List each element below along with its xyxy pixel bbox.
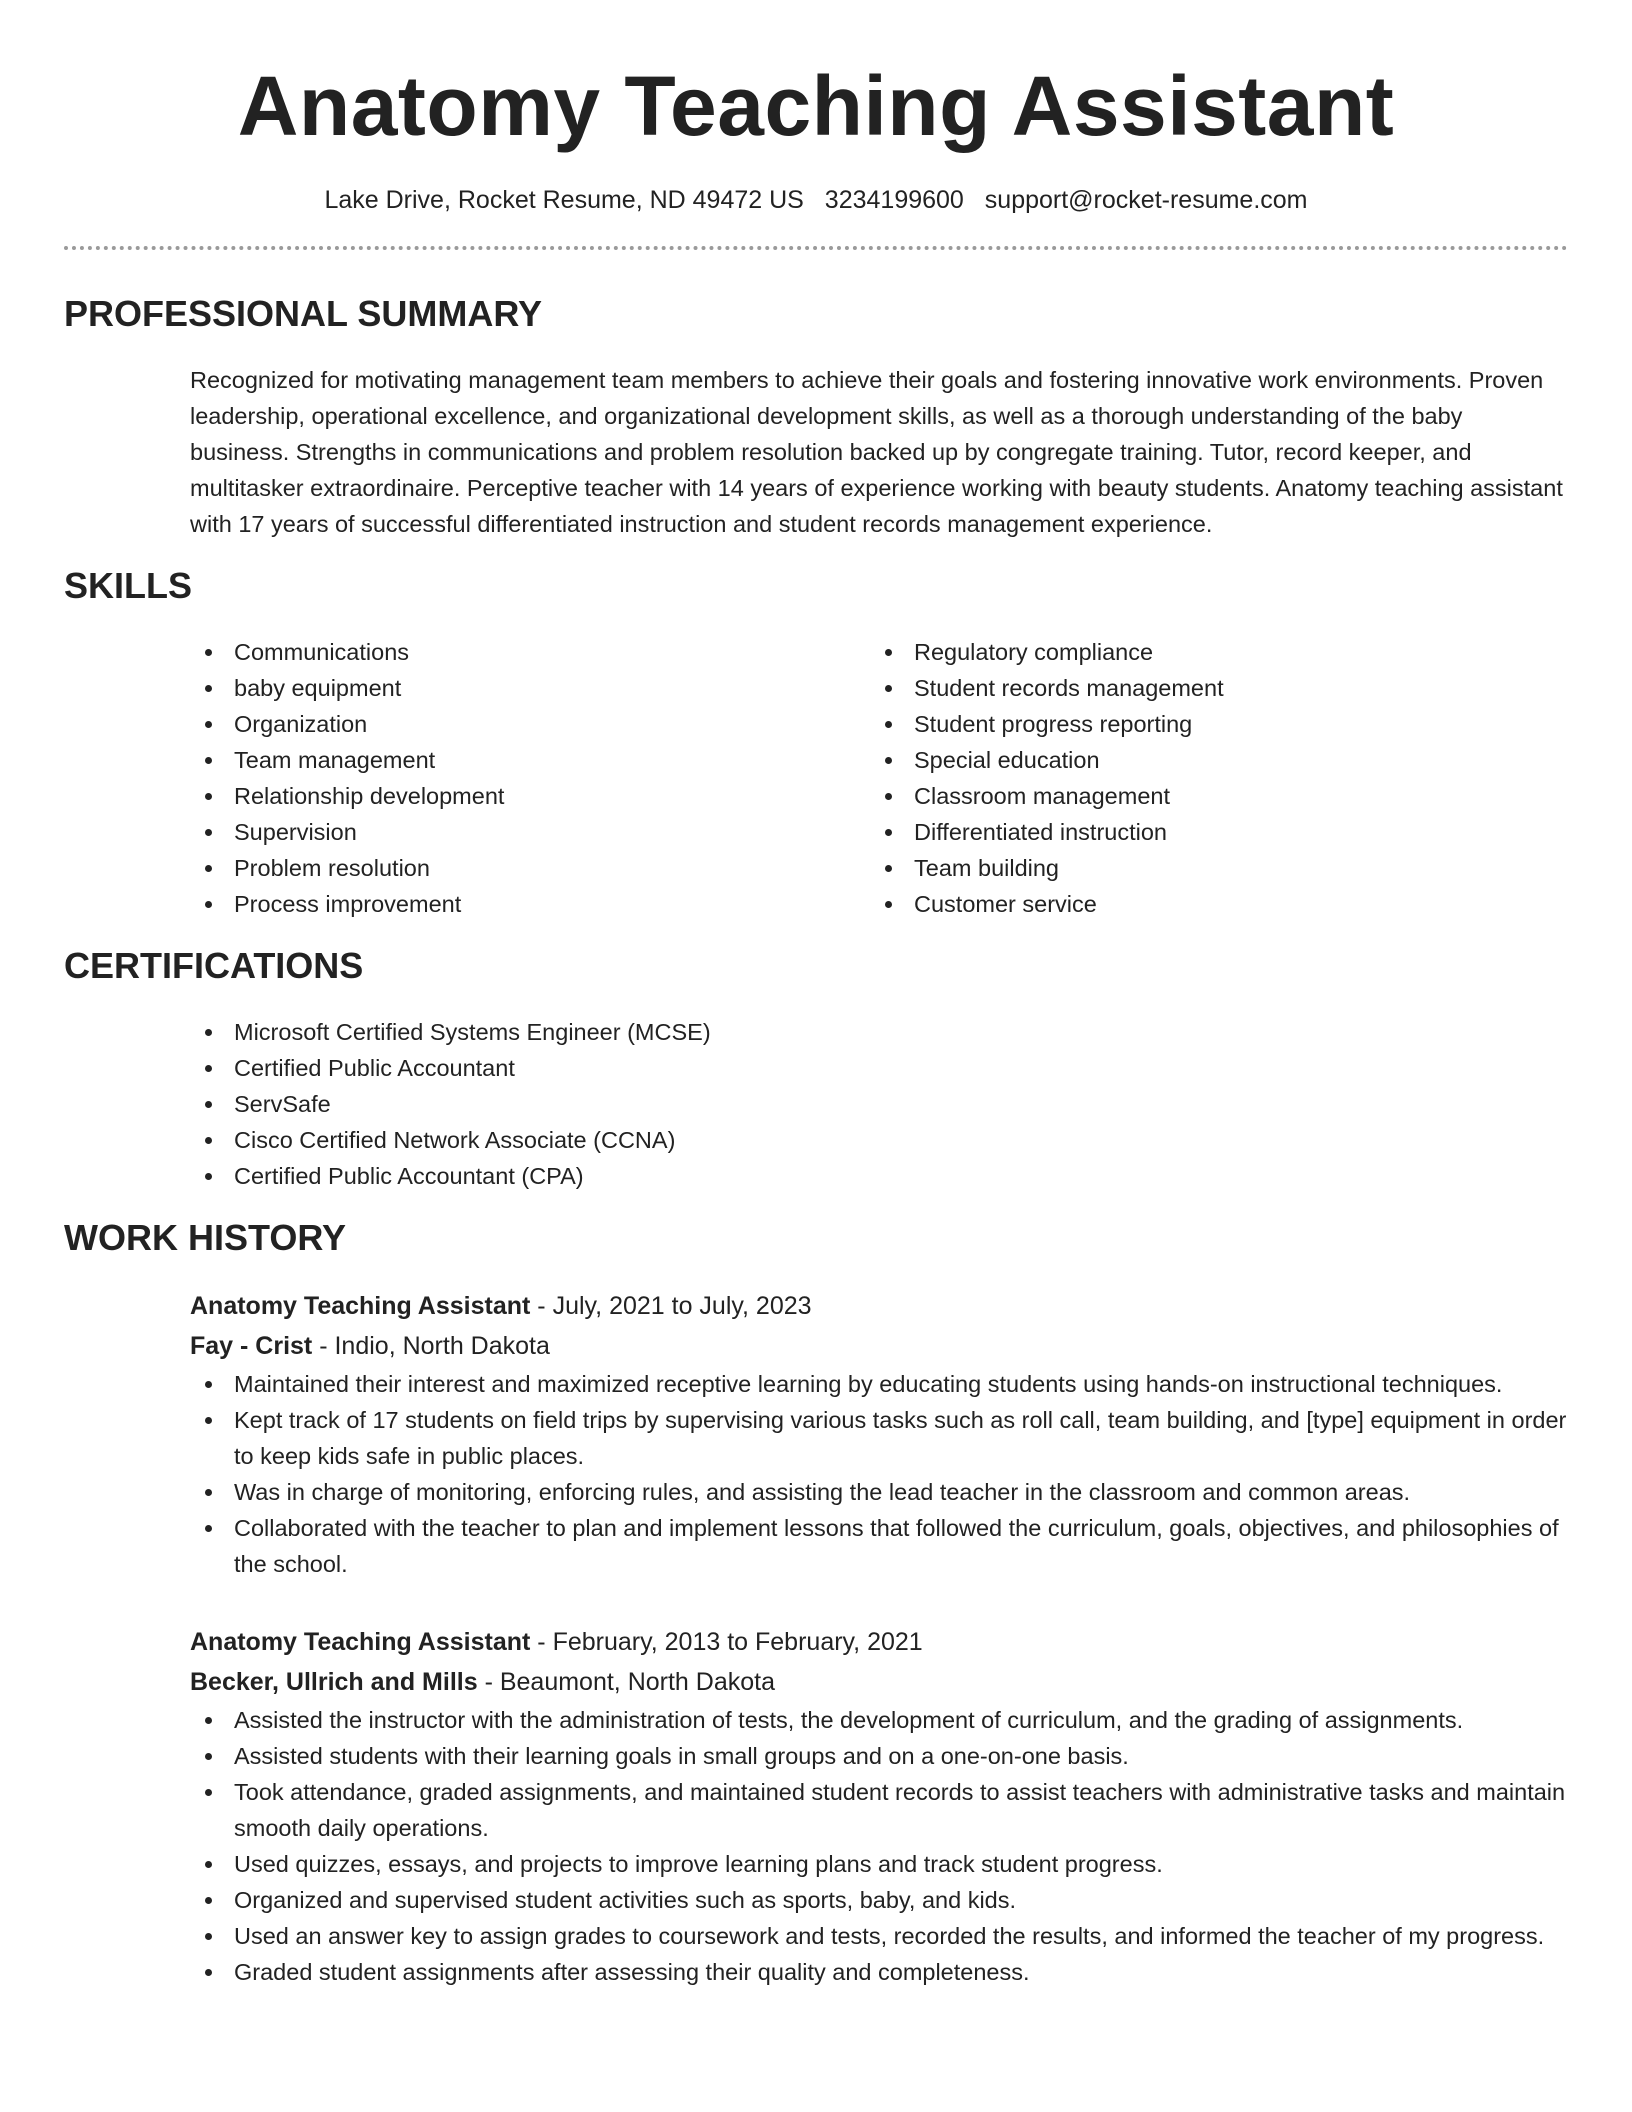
job-duty: Assisted students with their learning goals in small groups and on a one-on-one basis. (190, 1738, 1568, 1774)
skill-item: Student progress reporting (870, 706, 1550, 742)
work-history-heading: WORK HISTORY (64, 1217, 347, 1258)
summary-text: Recognized for motivating management team members to achieve their goals and fostering innovative work environments. Proven leadership, operational excellence, and organizational development skills, as well as a thorough understanding of the baby business. Strengths in communications and problem resolution backed up by congregate training. Tutor, record keeper, and multitasker extraordinaire. Perceptive teacher with 14 years of experience working with beauty students. Anatomy teaching assistant with 17 years of successful differentiated instruction and student records management experience. (190, 367, 1563, 537)
job-company: Fay - Crist (190, 1332, 313, 1360)
certification-item: ServSafe (190, 1086, 1568, 1122)
skills-heading: SKILLS (64, 565, 193, 606)
job-duty: Maintained their interest and maximized receptive learning by educating students using hands-on instructional techniques. (190, 1366, 1568, 1402)
job-duty: Was in charge of monitoring, enforcing rules, and assisting the lead teacher in the classroom and common areas. (190, 1474, 1568, 1510)
skill-item: Problem resolution (190, 850, 870, 886)
certifications-list (64, 1014, 1568, 1194)
job-duty: Kept track of 17 students on field trips by supervising various tasks such as roll call, team building, and [type] equipment in order to keep kids safe in public places. (190, 1402, 1568, 1474)
job-location: - Indio, North Dakota (312, 1332, 550, 1360)
job-duty: Graded student assignments after assessing their quality and completeness. (190, 1954, 1568, 1990)
skill-item: Special education (870, 742, 1550, 778)
job-duties (190, 1366, 1568, 1582)
summary-section (64, 292, 1568, 542)
skills-column-left (190, 634, 870, 922)
skill-item: Organization (190, 706, 870, 742)
contact-email: support@rocket-resume.com (984, 186, 1308, 214)
work-history-section (64, 1216, 1568, 1990)
certification-item: Certified Public Accountant (190, 1050, 1568, 1086)
skill-item: Process improvement (190, 886, 870, 922)
contact-line (64, 184, 1568, 216)
job-entry (64, 1622, 1568, 1990)
skill-item: Differentiated instruction (870, 814, 1550, 850)
skill-item: Team building (870, 850, 1550, 886)
job-duty: Used an answer key to assign grades to coursework and tests, recorded the results, and informed the teacher of my progress. (190, 1918, 1568, 1954)
certification-item: Cisco Certified Network Associate (CCNA) (190, 1122, 1568, 1158)
contact-address: Lake Drive, Rocket Resume, ND 49472 US (324, 186, 804, 214)
skills-column-right (870, 634, 1550, 922)
skill-item: Student records management (870, 670, 1550, 706)
job-duties (190, 1702, 1568, 1990)
skill-item: Communications (190, 634, 870, 670)
skill-item: Team management (190, 742, 870, 778)
job-location: - Beaumont, North Dakota (477, 1668, 775, 1696)
skills-grid (64, 634, 1568, 922)
skills-section (64, 564, 1568, 922)
job-title: Anatomy Teaching Assistant (190, 1292, 531, 1320)
job-title-line (190, 1622, 1568, 1662)
job-dates: - July, 2021 to July, 2023 (530, 1292, 812, 1320)
skill-item: Customer service (870, 886, 1550, 922)
resume-header (64, 0, 1568, 250)
job-company-line (190, 1326, 1568, 1366)
job-duty: Assisted the instructor with the administration of tests, the development of curriculum, and the grading of assignments. (190, 1702, 1568, 1738)
skill-item: Regulatory compliance (870, 634, 1550, 670)
summary-heading: PROFESSIONAL SUMMARY (64, 293, 543, 334)
job-duty: Organized and supervised student activities such as sports, baby, and kids. (190, 1882, 1568, 1918)
job-entry (64, 1286, 1568, 1582)
job-title-line (190, 1286, 1568, 1326)
job-dates: - February, 2013 to February, 2021 (530, 1628, 923, 1656)
skill-item: baby equipment (190, 670, 870, 706)
job-duty: Used quizzes, essays, and projects to improve learning plans and track student progress. (190, 1846, 1568, 1882)
header-divider (64, 246, 1568, 250)
certification-item: Microsoft Certified Systems Engineer (MCSE) (190, 1014, 1568, 1050)
job-company: Becker, Ullrich and Mills (190, 1668, 478, 1696)
certifications-heading: CERTIFICATIONS (64, 945, 364, 986)
certification-item: Certified Public Accountant (CPA) (190, 1158, 1568, 1194)
job-company-line (190, 1662, 1568, 1702)
candidate-name: Anatomy Teaching Assistant (237, 59, 1395, 153)
skill-item: Supervision (190, 814, 870, 850)
job-duty: Took attendance, graded assignments, and maintained student records to assist teachers with administrative tasks and maintain smooth daily operations. (190, 1774, 1568, 1846)
contact-phone: 3234199600 (824, 186, 964, 214)
skill-item: Relationship development (190, 778, 870, 814)
skill-item: Classroom management (870, 778, 1550, 814)
job-duty: Collaborated with the teacher to plan and implement lessons that followed the curriculum, goals, objectives, and philosophies of the school. (190, 1510, 1568, 1582)
job-title: Anatomy Teaching Assistant (190, 1628, 531, 1656)
certifications-section (64, 944, 1568, 1194)
